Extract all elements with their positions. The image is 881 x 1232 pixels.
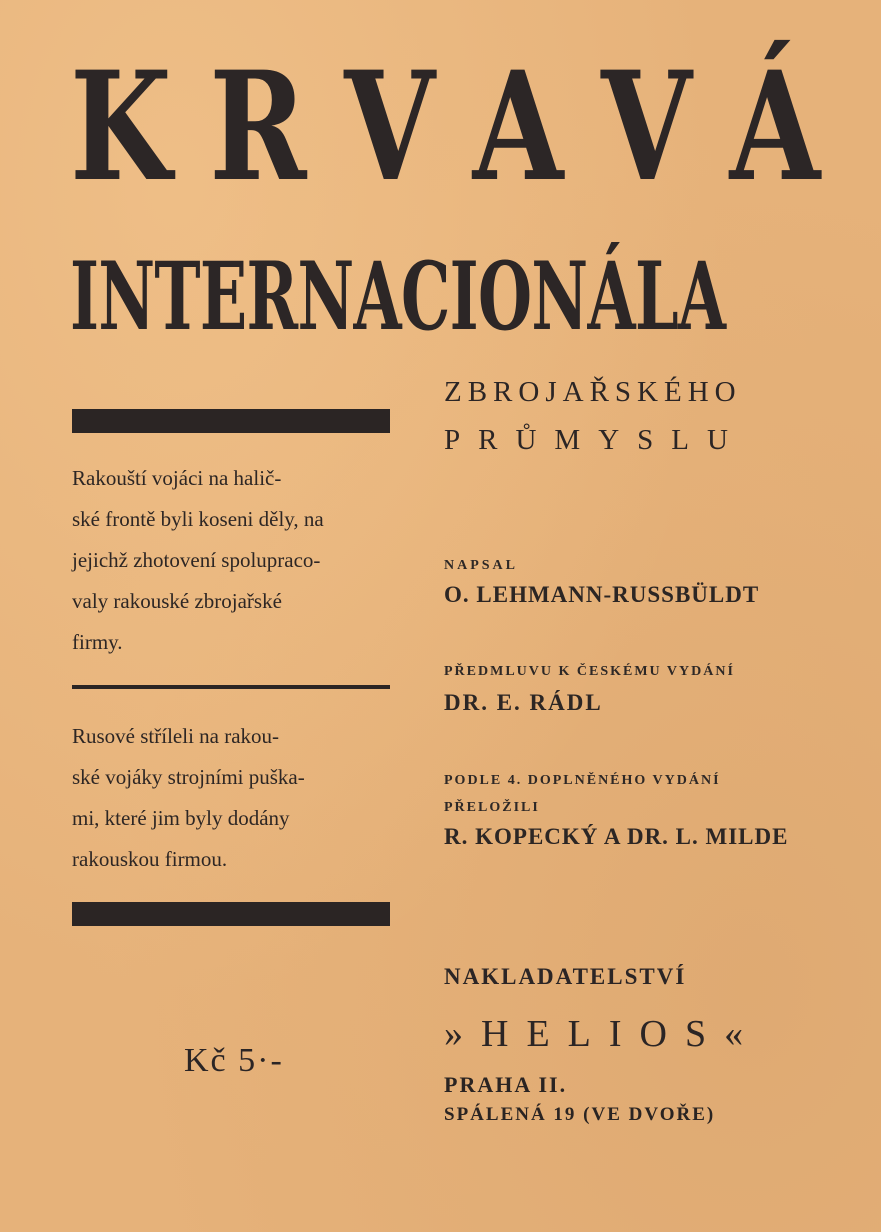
left-paragraph-1	[72, 458, 394, 663]
author-name: O. LEHMANN-RUSSBÜLDT	[444, 582, 760, 607]
divider-thin	[72, 685, 390, 689]
preface-label: PŘEDMLUVU K ČESKÉMU VYDÁNÍ	[444, 664, 735, 679]
publisher-address: SPÁLENÁ 19 (VE DVOŘE)	[444, 1104, 716, 1125]
title-letter: V	[601, 39, 692, 215]
text-line: mi, které jim byly dodány	[72, 806, 290, 830]
text-line: firmy.	[72, 630, 123, 654]
translators-label: PŘELOŽILI	[444, 800, 540, 815]
title-letter: R	[209, 39, 307, 215]
text-line: Rusové stříleli na rakou-	[72, 724, 280, 748]
title-letter: Á	[729, 39, 821, 215]
text-line	[72, 458, 394, 499]
divider-thick-bottom	[72, 902, 390, 926]
text-line: ské frontě byli koseni děly, na	[72, 507, 324, 531]
subtitle-line-2: PRŮMYSLU	[444, 424, 746, 456]
publisher-name: »HELIOS«	[444, 1013, 762, 1055]
publisher-house-label: NAKLADATELSTVÍ	[444, 964, 687, 989]
edition-label: PODLE 4. DOPLNĚNÉHO VYDÁNÍ	[444, 773, 721, 788]
translators-names: R. KOPECKÝ A DR. L. MILDE	[444, 824, 789, 849]
title-letter: V	[344, 39, 436, 215]
subtitle-line-1: ZBROJAŘSKÉHO	[444, 376, 742, 408]
publisher-city: PRAHA II.	[444, 1072, 568, 1097]
divider-thick-top	[72, 409, 390, 433]
author-label: NAPSAL	[444, 558, 519, 573]
left-paragraph-2	[72, 716, 394, 880]
text-line: ské vojáky strojními puška-	[72, 765, 305, 789]
text-line: valy rakouské zbrojařské	[72, 589, 282, 613]
title-line-1	[70, 39, 821, 215]
title-letter: K	[70, 39, 172, 215]
title-line-2: INTERNACIONÁLA	[70, 242, 726, 352]
text-line: rakouskou firmou.	[72, 847, 228, 871]
text-line: jejichž zhotovení spolupraco-	[72, 548, 321, 572]
price: Kč 5·-	[184, 1042, 284, 1079]
title-letter: A	[472, 39, 564, 215]
preface-author: DR. E. RÁDL	[444, 690, 603, 715]
text-line: Rakouští vojáci na halič-	[72, 466, 282, 490]
